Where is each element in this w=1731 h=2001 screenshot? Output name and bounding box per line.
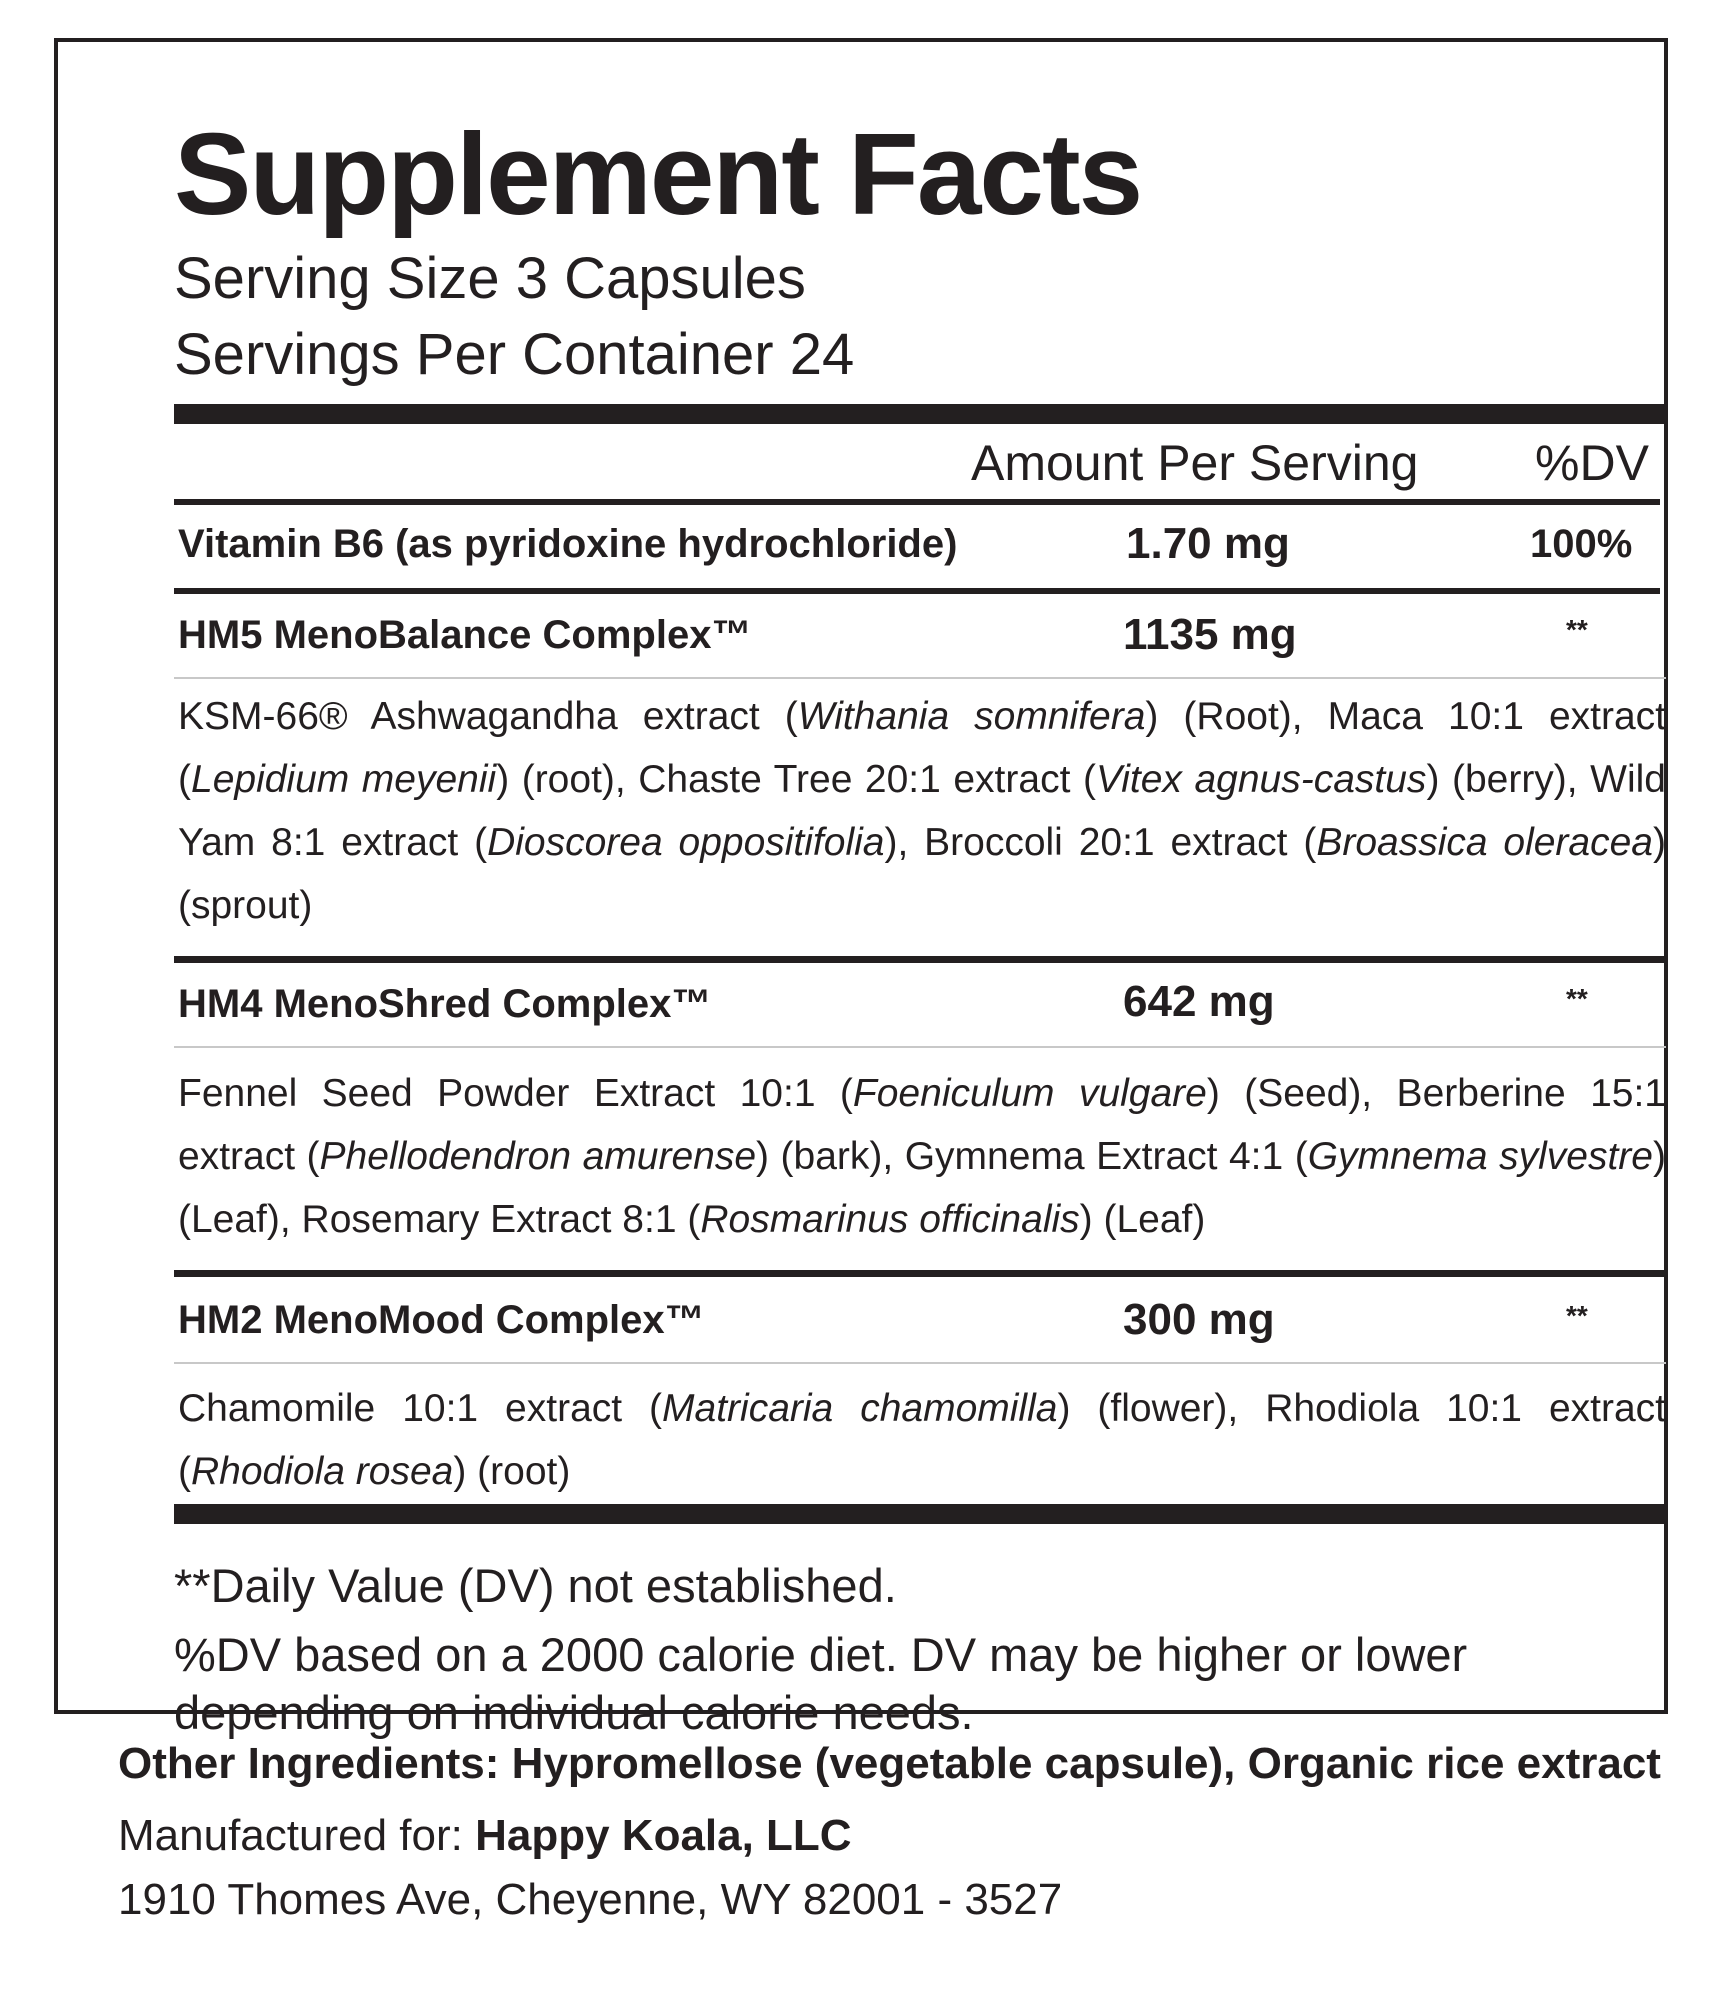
hm2-thin-divider — [174, 1362, 1666, 1364]
ingredient-text: KSM-66® Ashwagandha extract ( — [178, 695, 798, 738]
thick-divider — [174, 1504, 1666, 1524]
hm4-blend-dv: ** — [1566, 983, 1588, 1014]
ingredient-text: Chamomile 10:1 extract ( — [178, 1387, 663, 1430]
vitamin-b6-name: Vitamin B6 (as pyridoxine hydrochloride) — [178, 522, 958, 566]
ingredient-text: ) (Leaf), Rosemary Extract 8:1 ( — [178, 1135, 1666, 1241]
thick-divider — [174, 404, 1666, 424]
botanical-name: Foeniculum vulgare — [852, 1072, 1207, 1115]
manufactured-for-label: Manufactured for: — [118, 1811, 463, 1860]
botanical-name: Gymnema sylvestre — [1307, 1135, 1653, 1178]
footnote-dv-not-established: **Daily Value (DV) not established. — [174, 1559, 897, 1612]
serving-size: Serving Size 3 Capsules — [174, 246, 806, 311]
ingredient-text: ) (flower), Rhodiola 10:1 extract ( — [178, 1387, 1666, 1493]
hm2-blend-dv: ** — [1566, 1300, 1588, 1331]
amount-per-serving-header: Amount Per Serving — [971, 435, 1419, 491]
hm5-blend-name: HM5 MenoBalance Complex™ — [178, 613, 752, 657]
hm5-thin-divider — [174, 677, 1666, 679]
panel-title: Supplement Facts — [174, 109, 1142, 239]
footnote-calorie-diet: %DV based on a 2000 calorie diet. DV may be higher or lower depending on individual calorie needs. — [174, 1628, 1468, 1739]
dv-header: %DV — [1535, 435, 1649, 491]
hm2-ingredients — [178, 1377, 1666, 1503]
blend-divider — [174, 956, 1666, 963]
botanical-name: Matricaria chamomilla — [662, 1387, 1058, 1430]
botanical-name: Lepidium meyenii — [191, 758, 497, 801]
botanical-name: Withania somnifera — [797, 695, 1146, 738]
other-ingredients-text: Other Ingredients: Hypromellose (vegetable capsule), Organic rice extract — [118, 1739, 1661, 1788]
manufacturer-name: Happy Koala, LLC — [475, 1811, 852, 1860]
hm2-blend-amount: 300 mg — [1123, 1295, 1275, 1344]
hm5-blend-amount: 1135 mg — [1123, 610, 1297, 659]
botanical-name: Dioscorea oppositifolia — [487, 821, 885, 864]
botanical-name: Rosmarinus officinalis — [700, 1198, 1080, 1241]
hm4-blend-name: HM4 MenoShred Complex™ — [178, 982, 712, 1026]
botanical-name: Rhodiola rosea — [191, 1450, 454, 1493]
hm5-ingredients — [178, 685, 1666, 937]
vitamin-b6-dv: 100% — [1530, 522, 1633, 566]
ingredient-text: ) (Root), Maca 10:1 extract ( — [178, 695, 1666, 801]
ingredient-text: ) (root), Chaste Tree 20:1 extract ( — [496, 758, 1096, 801]
blend-divider — [174, 1270, 1666, 1277]
ingredient-text: ) (berry), Wild Yam 8:1 extract ( — [178, 758, 1666, 864]
other-ingredients — [118, 1739, 1661, 1788]
ingredient-text: ), Broccoli 20:1 extract ( — [884, 821, 1317, 864]
botanical-name: Vitex agnus-castus — [1095, 758, 1427, 801]
ingredient-text: ) (bark), Gymnema Extract 4:1 ( — [756, 1135, 1308, 1178]
manufacturer-address: 1910 Thomes Ave, Cheyenne, WY 82001 - 3527 — [118, 1875, 1063, 1924]
hm4-ingredients — [178, 1062, 1666, 1251]
ingredient-text: ) (Seed), Berberine 15:1 extract ( — [178, 1072, 1666, 1178]
hm4-thin-divider — [174, 1046, 1666, 1048]
ingredient-text: ) (root) — [453, 1450, 571, 1493]
manufactured-for-line — [118, 1811, 852, 1860]
ingredient-text: Fennel Seed Powder Extract 10:1 ( — [178, 1072, 853, 1115]
supplement-facts-panel — [54, 38, 1668, 1739]
vitamin-b6-amount: 1.70 mg — [1126, 519, 1290, 568]
ingredient-text: ) (sprout) — [178, 821, 1666, 927]
ingredient-text: ) (Leaf) — [1079, 1198, 1206, 1241]
hm2-blend-name: HM2 MenoMood Complex™ — [178, 1298, 705, 1342]
botanical-name: Broassica oleracea — [1316, 821, 1653, 864]
botanical-name: Phellodendron amurense — [319, 1135, 757, 1178]
hm5-blend-dv: ** — [1566, 614, 1588, 645]
row-divider — [174, 588, 1660, 594]
hm4-blend-amount: 642 mg — [1123, 977, 1275, 1026]
servings-per-container: Servings Per Container 24 — [174, 322, 855, 387]
header-divider — [174, 499, 1660, 505]
